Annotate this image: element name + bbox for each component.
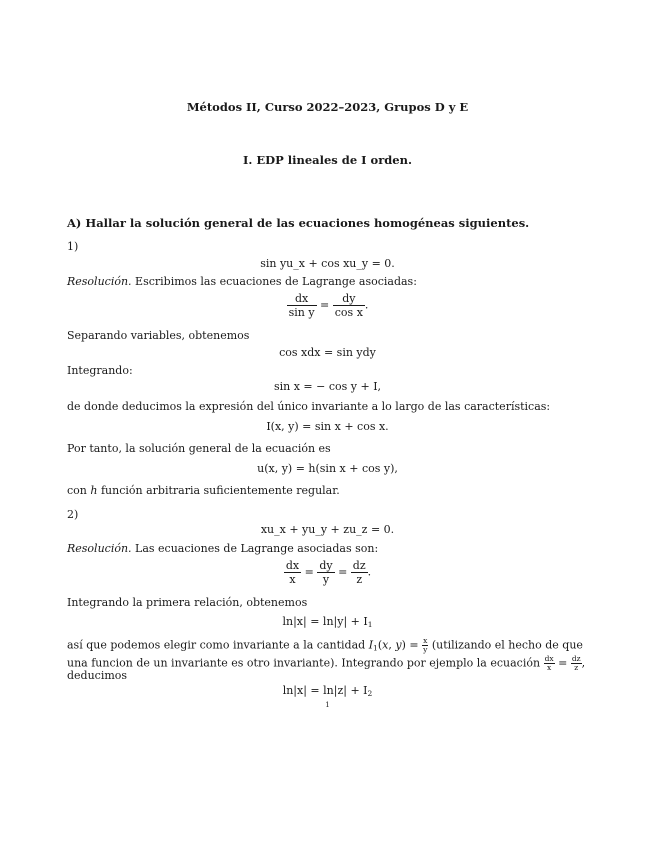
resolucion-text: Las ecuaciones de Lagrange asociadas son: xyxy=(135,542,379,555)
general-solution: u(x, y) = h(sin x + cos y), xyxy=(257,462,398,475)
deducimos-text: deducimos xyxy=(67,669,128,682)
por-tanto-text: Por tanto, la solución general de la ecuación es xyxy=(67,442,331,455)
equals-sign: = xyxy=(338,565,348,579)
frac-dx-x xyxy=(284,559,301,586)
integrando-text: Integrando: xyxy=(67,364,133,377)
frac-dx-x-small: $\frac{dx}{x}$ xyxy=(544,654,554,672)
frac-numerator: dx xyxy=(285,559,300,572)
inline-equation-dx-dz: $\frac{dx}{x}$ = $\frac{dz}{z}$ , xyxy=(544,654,586,672)
period: . xyxy=(364,298,369,312)
separated-equation: cos xdx = sin ydy xyxy=(279,346,376,359)
para-line1-post: (utilizando el hecho de que xyxy=(431,638,583,652)
ln-equation-2-subscript: 2 xyxy=(367,689,373,698)
ln-equation-1 xyxy=(0,615,655,628)
lagrange-frac-2 xyxy=(333,292,365,319)
para-line2-pre: una funcion de un invariante es otro invariante). Integrando por ejemplo la ecuación xyxy=(67,656,541,670)
ln-equation-1-subscript: 1 xyxy=(367,620,373,629)
lagrange-equation-1 xyxy=(0,292,655,319)
conclusion-text xyxy=(67,484,340,497)
frac-denominator: cos x xyxy=(334,306,363,319)
frac-denominator: x xyxy=(289,573,296,586)
conclusion-post: función arbitraria suficientemente regular. xyxy=(100,484,340,497)
paragraph-line-2 xyxy=(67,655,585,672)
ln-equation-2 xyxy=(0,684,655,697)
ln-equation-2-text: ln|x| = ln|z| + I xyxy=(282,684,368,697)
equals-sign: = xyxy=(304,565,314,579)
frac-denominator: sin y xyxy=(288,306,315,319)
problem-2-equation: xu_x + yu_y + zu_z = 0. xyxy=(260,523,395,536)
lagrange-equation-2 xyxy=(0,559,655,586)
problem-1-equation-text: sin yu_x + cos xu_y = 0. xyxy=(260,257,395,270)
frac-numerator: dy xyxy=(319,559,333,572)
problem-1-equation xyxy=(0,257,655,270)
deduce-text: de donde deducimos la expresión del único invariante a lo largo de las características: xyxy=(67,400,551,413)
conclusion-var: h xyxy=(90,484,98,497)
lagrange-frac-1 xyxy=(287,292,317,319)
section-title: I. EDP lineales de I orden. xyxy=(242,153,412,167)
resolucion-text: Escribimos las ecuaciones de Lagrange asociadas: xyxy=(135,275,417,288)
separando-text: Separando variables, obtenemos xyxy=(67,329,250,342)
frac-numerator: dz xyxy=(352,559,366,572)
conclusion-pre: con xyxy=(67,484,87,497)
frac-dz-z xyxy=(351,559,368,586)
problem-2-resolucion xyxy=(67,542,378,555)
integrated-equation: sin x = − cos y + I, xyxy=(273,380,382,393)
period: . xyxy=(367,565,372,579)
para-line1-pre: así que podemos elegir como invariante a la cantidad xyxy=(67,638,366,652)
ln-equation-1-text: ln|x| = ln|y| + I xyxy=(282,615,368,628)
invariant-equation: I(x, y) = sin x + cos x. xyxy=(266,420,389,433)
page-number: 1 xyxy=(325,701,330,709)
integrando-primera-text: Integrando la primera relación, obtenemos xyxy=(67,596,308,609)
resolucion-label: Resolución. xyxy=(67,542,132,555)
frac-numerator: dy xyxy=(333,292,365,306)
frac-dy-y xyxy=(317,559,334,586)
resolucion-label: Resolución. xyxy=(67,275,132,288)
problem-2-number: 2) xyxy=(67,508,79,521)
frac-denominator: z xyxy=(356,573,363,586)
part-a-heading: A) Hallar la solución general de las ecuaciones homogéneas siguientes. xyxy=(67,216,530,230)
course-title: Métodos II, Curso 2022–2023, Grupos D y E xyxy=(186,100,469,114)
frac-x-y: $\frac{x}{y}$ xyxy=(423,636,428,654)
invariant-i1-definition: $I_1(x$, y) = $\frac{x}{y}$ xyxy=(368,636,428,654)
frac-dz-z-small: $\frac{dz}{z}$ xyxy=(571,654,581,672)
problem-1-number: 1) xyxy=(67,240,79,253)
problem-1-resolucion xyxy=(67,275,417,288)
frac-denominator: y xyxy=(322,573,330,586)
equals-sign: = xyxy=(320,298,330,312)
frac-numerator: dx xyxy=(287,292,317,306)
paragraph-line-1 xyxy=(67,637,583,654)
